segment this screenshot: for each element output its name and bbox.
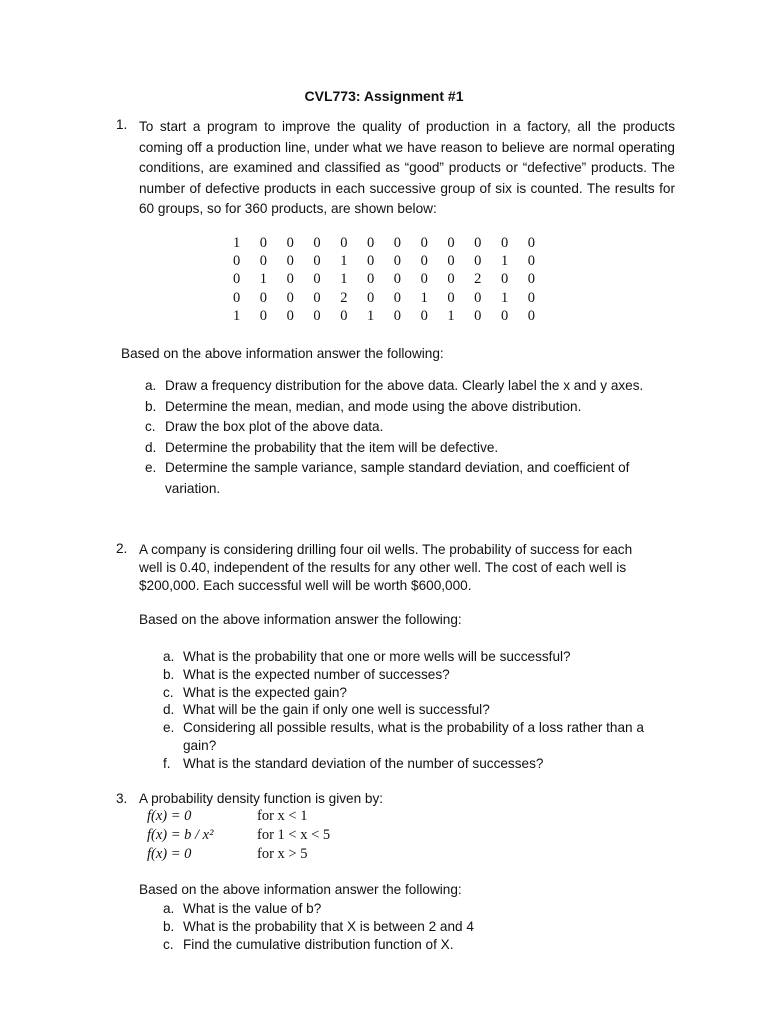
table-cell: 0 bbox=[420, 253, 428, 270]
table-cell: 0 bbox=[447, 253, 455, 270]
list-item bbox=[145, 458, 675, 499]
table-cell: 0 bbox=[366, 271, 375, 288]
table-cell: 0 bbox=[366, 253, 375, 270]
table-cell: 0 bbox=[313, 289, 321, 306]
table-row bbox=[233, 308, 555, 326]
list-item bbox=[145, 417, 675, 438]
table-cell: 0 bbox=[393, 234, 402, 251]
list-item bbox=[163, 900, 663, 918]
table-cell: 1 bbox=[233, 308, 241, 325]
formula-expression: f(x) = b / x² bbox=[147, 827, 214, 843]
question-1-number: 1. bbox=[116, 117, 128, 132]
list-item-text: What is the expected gain? bbox=[183, 684, 347, 700]
list-item-text: What is the expected number of successes? bbox=[183, 666, 450, 682]
table-cell: 0 bbox=[233, 253, 241, 270]
list-item-text: Considering all possible results, what is the probability of a loss rather than a gain? bbox=[183, 720, 644, 753]
table-cell: 0 bbox=[420, 271, 428, 288]
list-item bbox=[163, 666, 663, 684]
question-1-lead: Based on the above information answer the following: bbox=[121, 346, 444, 361]
list-item bbox=[163, 648, 663, 666]
list-item-label: e. bbox=[145, 460, 157, 476]
list-item bbox=[163, 755, 663, 773]
table-cell: 1 bbox=[420, 289, 428, 306]
formula-expression: f(x) = 0 bbox=[147, 808, 192, 824]
list-item-label: e. bbox=[163, 720, 175, 736]
list-item bbox=[163, 719, 663, 755]
table-cell: 0 bbox=[393, 308, 402, 325]
table-cell: 0 bbox=[393, 289, 402, 306]
table-cell: 0 bbox=[313, 308, 321, 325]
table-cell: 0 bbox=[447, 234, 455, 251]
question-1-list bbox=[145, 376, 675, 500]
table-cell: 0 bbox=[259, 253, 268, 270]
table-cell: 0 bbox=[527, 289, 536, 306]
list-item bbox=[145, 397, 675, 418]
table-cell: 1 bbox=[500, 289, 509, 306]
table-cell: 1 bbox=[259, 271, 268, 288]
table-cell: 0 bbox=[286, 253, 294, 270]
table-cell: 0 bbox=[366, 234, 375, 251]
list-item bbox=[163, 918, 663, 936]
table-cell: 0 bbox=[527, 271, 536, 288]
table-cell: 0 bbox=[500, 271, 509, 288]
list-item-label: a. bbox=[145, 378, 157, 393]
table-cell: 0 bbox=[474, 308, 482, 325]
formula-line bbox=[147, 807, 330, 826]
list-item-text: Determine the sample variance, sample standard deviation, and coefficient of variation. bbox=[165, 460, 630, 496]
list-item-text: Determine the mean, median, and mode using the above distribution. bbox=[165, 398, 582, 414]
list-item-text: What will be the gain if only one well is successful? bbox=[183, 702, 490, 718]
table-row bbox=[233, 271, 555, 289]
table-cell: 1 bbox=[233, 234, 241, 251]
question-2-lead: Based on the above information answer the following: bbox=[139, 612, 462, 627]
table-cell: 1 bbox=[366, 308, 375, 325]
question-3-lead: Based on the above information answer the following: bbox=[139, 882, 462, 897]
list-item-text: Determine the probability that the item will be defective. bbox=[165, 439, 499, 455]
list-item-text: What is the probability that X is between 2 and 4 bbox=[183, 918, 474, 934]
table-cell: 0 bbox=[420, 308, 428, 325]
table-cell: 2 bbox=[340, 289, 348, 306]
list-item-text: What is the value of b? bbox=[183, 901, 322, 916]
table-cell: 0 bbox=[447, 289, 455, 306]
list-item-label: a. bbox=[163, 649, 175, 664]
table-row bbox=[233, 289, 555, 307]
formula-condition: for x < 1 bbox=[257, 808, 308, 824]
table-cell: 0 bbox=[286, 234, 294, 251]
table-cell: 0 bbox=[340, 308, 348, 325]
defects-table bbox=[233, 234, 555, 326]
formula-condition: for 1 < x < 5 bbox=[257, 827, 331, 843]
pdf-formula bbox=[147, 807, 330, 864]
list-item-label: b. bbox=[145, 398, 157, 414]
list-item-label: c. bbox=[163, 684, 174, 700]
list-item-label: a. bbox=[163, 901, 175, 916]
formula-line bbox=[147, 826, 330, 845]
formula-expression: f(x) = 0 bbox=[147, 846, 192, 862]
table-row bbox=[233, 234, 555, 252]
table-cell: 0 bbox=[500, 234, 509, 251]
question-3-text: A probability density function is given by: bbox=[139, 791, 384, 806]
table-cell: 0 bbox=[474, 253, 482, 270]
table-cell: 0 bbox=[259, 289, 268, 306]
list-item-label: d. bbox=[163, 702, 175, 718]
table-cell: 0 bbox=[527, 234, 536, 251]
question-3-number: 3. bbox=[116, 791, 128, 806]
table-cell: 0 bbox=[393, 253, 402, 270]
table-cell: 0 bbox=[474, 289, 482, 306]
question-2-number: 2. bbox=[116, 541, 128, 556]
list-item-text: What is the probability that one or more wells will be successful? bbox=[183, 649, 571, 664]
list-item-text: What is the standard deviation of the number of successes? bbox=[183, 755, 544, 771]
list-item bbox=[145, 438, 675, 459]
table-cell: 0 bbox=[527, 308, 536, 325]
question-2-list bbox=[163, 648, 663, 773]
question-2-text: A company is considering drilling four oil wells. The probability of success for each well is 0.40, independent of the results for any other well. The cost of each well is $200,000. Each successful well will be worth $600,000. bbox=[139, 542, 633, 593]
list-item-label: c. bbox=[145, 419, 156, 435]
table-cell: 0 bbox=[527, 253, 536, 270]
table-cell: 0 bbox=[233, 289, 241, 306]
list-item bbox=[163, 684, 663, 702]
table-cell: 1 bbox=[500, 253, 509, 270]
table-cell: 0 bbox=[259, 234, 268, 251]
table-cell: 1 bbox=[340, 253, 348, 270]
list-item-label: d. bbox=[145, 439, 157, 455]
table-cell: 0 bbox=[393, 271, 402, 288]
table-cell: 0 bbox=[340, 234, 348, 251]
list-item-text: Find the cumulative distribution function of X. bbox=[183, 936, 454, 952]
question-3-list bbox=[163, 900, 663, 953]
table-cell: 0 bbox=[313, 271, 321, 288]
table-cell: 0 bbox=[447, 271, 455, 288]
table-cell: 0 bbox=[420, 234, 428, 251]
list-item-text: Draw the box plot of the above data. bbox=[165, 419, 384, 435]
list-item bbox=[163, 936, 663, 954]
table-row bbox=[233, 252, 555, 270]
table-cell: 0 bbox=[500, 308, 509, 325]
table-cell: 0 bbox=[286, 271, 294, 288]
list-item bbox=[163, 701, 663, 719]
table-cell: 0 bbox=[286, 308, 294, 325]
list-item-label: c. bbox=[163, 936, 174, 952]
table-cell: 0 bbox=[313, 234, 321, 251]
table-cell: 0 bbox=[259, 308, 268, 325]
formula-condition: for x > 5 bbox=[257, 846, 308, 862]
table-cell: 0 bbox=[474, 234, 482, 251]
list-item bbox=[145, 376, 675, 397]
page-title: CVL773: Assignment #1 bbox=[304, 88, 464, 104]
list-item-text: Draw a frequency distribution for the above data. Clearly label the x and y axes. bbox=[165, 378, 644, 393]
list-item-label: f. bbox=[163, 755, 171, 771]
question-1-text: To start a program to improve the quality of production in a factory, all the products coming off a production line, under what we have reason to believe are normal operating conditions, are examined and classified as “good” products or “defective” products. The number of defective products in each successive group of six is counted. The results for 60 groups, so for 360 products, are shown below: bbox=[139, 119, 675, 217]
table-cell: 0 bbox=[366, 289, 375, 306]
table-cell: 1 bbox=[447, 308, 455, 325]
table-cell: 0 bbox=[233, 271, 241, 288]
table-cell: 0 bbox=[286, 289, 294, 306]
list-item-label: b. bbox=[163, 666, 175, 682]
table-cell: 1 bbox=[340, 271, 348, 288]
list-item-label: b. bbox=[163, 918, 175, 934]
table-cell: 2 bbox=[474, 271, 482, 288]
table-cell: 0 bbox=[313, 253, 321, 270]
formula-line bbox=[147, 845, 330, 864]
